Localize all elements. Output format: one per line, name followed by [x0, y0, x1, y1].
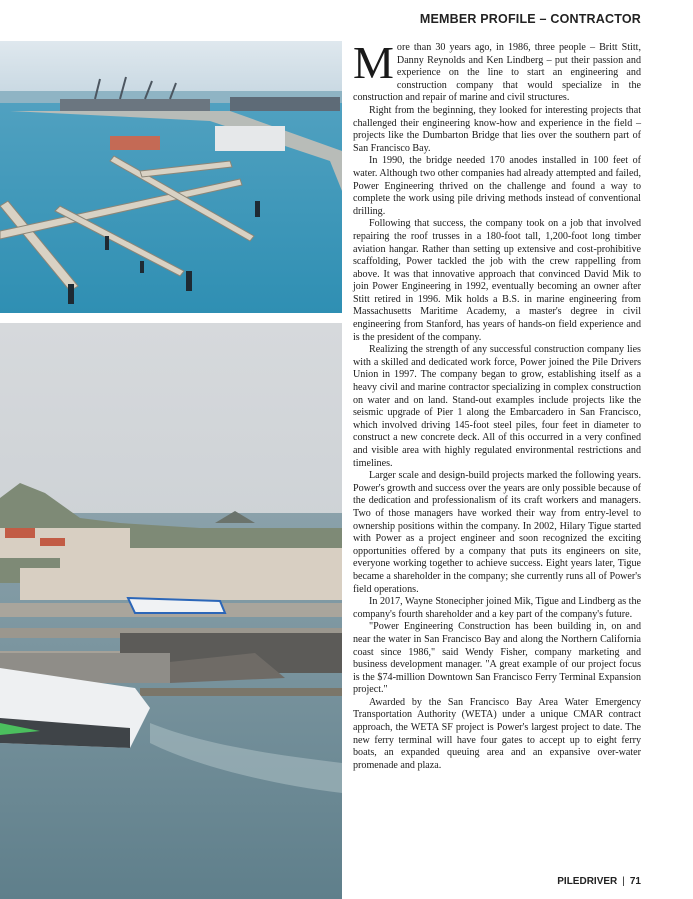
page-footer: [557, 876, 641, 887]
article-paragraph-3: In 1990, the bridge needed 170 anodes installed in 100 feet of water. Although two other companies had already attempted and failed, Power Engineering thrived on the challenge and found a way to complete the work using pile driving methods instead of conventional drilling.: [353, 155, 641, 217]
pier-aerial-photo: [0, 41, 342, 313]
publication-name: PILEDRIVER: [557, 876, 618, 887]
drop-cap: M: [353, 37, 394, 88]
article-paragraph-5: Realizing the strength of any successful construction company lies with a skilled and dedicated work force, Power joined the Pile Drivers Union in 1997. The company began to grow, establishing itself as a heavy civil and marine contractor specializing in complex construction on water and on land. Stand-out examples include projects like the seismic upgrade of Pier 1 along the Embarcadero in San Francisco, which involved driving 145-foot steel piles, four feet in diameter to construct a new concrete deck. All of this occurred in a very confined and visible area with highly regulated environmental restrictions and timelines.: [353, 344, 641, 469]
article-body: [353, 37, 642, 772]
article-paragraph-2: Right from the beginning, they looked for interesting projects that challenged their engineering know-how and experience in the field – projects like the Dumbarton Bridge that lies over the southern part of San Francisco Bay.: [353, 104, 641, 154]
article-paragraph-1: More than 30 years ago, in 1986, three people – Britt Stitt, Danny Reynolds and Ken Lindberg – put their passion and experience on the line to start an engineering and construction company that would specialize in the construction and repair of marine and civil structures.: [353, 37, 641, 104]
section-header: MEMBER PROFILE – CONTRACTOR: [419, 12, 641, 26]
article-paragraph-6: Larger scale and design-build projects marked the following years. Power's growth and success over the years are only possible because of the dedication and professionalism of its craft workers and managers. Two of those managers have worked their way from entry-level to ownership positions within the company. In 2002, Hilary Tigue started with Power as a project engineer and soon recognized the exciting opportunities offered by a company that puts its engineers on site, everyone working together to achieve success. Eight years later, Tigue became a shareholder in the company; she currently runs all of Power's field operations.: [353, 470, 642, 595]
footer-separator: |: [622, 876, 625, 887]
article-paragraph-8: "Power Engineering Construction has been building in, on and near the water in San Francisco Bay and along the Northern California coast since 1986," said Wendy Fisher, company marketing and business development manager. "A great example of our project focus is the $74-million Downtown San Francisco Ferry Terminal Expansion project.": [353, 621, 641, 696]
waterfront-ferry-photo: [0, 323, 342, 899]
article-paragraph-4: Following that success, the company took on a job that involved repairing the roof trusses in a 180-foot tall, 1,200-foot long timber aviation hangar. Rather than setting up extensive and cost-prohibitive scaffolding, Power tackled the job with the crew rappelling from above. It was that innovative approach that convinced David Mik to join Power Engineering in 1992, eventually becoming an owner after Stitt retired in 1996. Mik holds a B.S. in marine engineering from Massachusetts Maritime Academy, a master's degree in civil engineering from Stanford, has years of hands-on field experience and is the president of the company.: [353, 218, 641, 343]
article-paragraph-7: In 2017, Wayne Stonecipher joined Mik, Tigue and Lindberg as the company's fourth shareholder and a key part of the company's future.: [353, 596, 641, 620]
article-paragraph-9: Awarded by the San Francisco Bay Area Water Emergency Transportation Authority (WETA) under a unique CMAR contract approach, the WETA SF project is Power's largest project to date. The new ferry terminal will have four gates to accept up to eight ferry boats, an expanded queuing area and an expansive over-water promenade and plaza.: [353, 696, 641, 771]
page-number: 71: [629, 876, 641, 887]
